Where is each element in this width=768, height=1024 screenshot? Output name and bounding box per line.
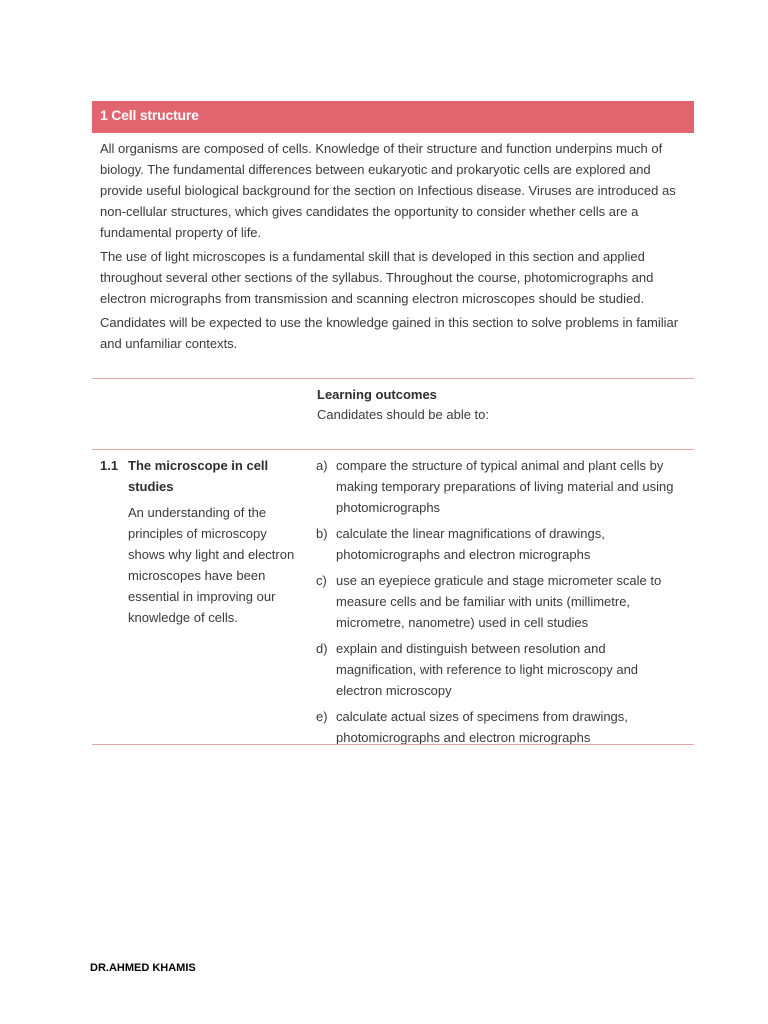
outcome-text: calculate the linear magnifications of drawings, photomicrographs and electron micrographs xyxy=(336,526,605,562)
intro-paragraph: Candidates will be expected to use the knowledge gained in this section to solve problems in familiar and unfamiliar contexts. xyxy=(100,315,679,351)
table-bottom-rule xyxy=(92,744,694,745)
outcome-letter: a) xyxy=(316,458,328,473)
outcome-text: use an eyepiece graticule and stage micrometer scale to measure cells and be familiar with units (millimetre, micrometre, nanometre) used in cell studies xyxy=(336,573,662,630)
section-header-band xyxy=(92,101,694,133)
topic-description: An understanding of the principles of microscopy shows why light and electron microscopes have been essential in improving our knowledge of cells. xyxy=(128,505,295,625)
outcome-text: calculate actual sizes of specimens from drawings, photomicrographs and electron micrographs xyxy=(336,709,628,745)
intro-paragraph: All organisms are composed of cells. Knowledge of their structure and function underpins much of biology. The fundamental differences between eukaryotic and prokaryotic cells are explored and provide useful biological background for the section on Infectious disease. Viruses are introduced as non-cellular structures, which gives candidates the opportunity to consider whether cells are a fundamental property of life. xyxy=(100,141,676,240)
outcome-letter: d) xyxy=(316,641,328,656)
outcome-text: compare the structure of typical animal and plant cells by making temporary preparations of living material and using photomicrographs xyxy=(336,458,674,515)
outcome-item xyxy=(316,638,686,701)
outcomes-list xyxy=(316,455,686,753)
outcome-item xyxy=(316,706,686,748)
topic-title: The microscope in cell studies xyxy=(128,458,269,494)
table-header-rule xyxy=(92,449,694,450)
footer-author: DR.AHMED KHAMIS xyxy=(90,962,196,974)
outcome-item xyxy=(316,455,686,518)
intro-paragraph: The use of light microscopes is a fundamental skill that is developed in this section and applied throughout several other sections of the syllabus. Throughout the course, photomicrographs and electron micrographs from transmission and scanning electron microscopes should be studied. xyxy=(100,249,654,306)
outcome-item xyxy=(316,523,686,565)
topic-number: 1.1 xyxy=(100,458,119,473)
section-title: 1 Cell structure xyxy=(100,107,199,123)
outcome-letter: e) xyxy=(316,709,328,724)
outcome-letter: c) xyxy=(316,573,327,588)
outcome-item xyxy=(316,570,686,633)
table-top-rule xyxy=(92,378,694,379)
outcome-text: explain and distinguish between resolution and magnification, with reference to light microscopy and electron microscopy xyxy=(336,641,639,698)
learning-outcomes-subheading: Candidates should be able to: xyxy=(317,407,490,422)
intro-text xyxy=(100,138,690,357)
learning-outcomes-heading: Learning outcomes xyxy=(317,387,437,402)
outcome-letter: b) xyxy=(316,526,328,541)
learning-outcomes-header xyxy=(317,385,489,425)
